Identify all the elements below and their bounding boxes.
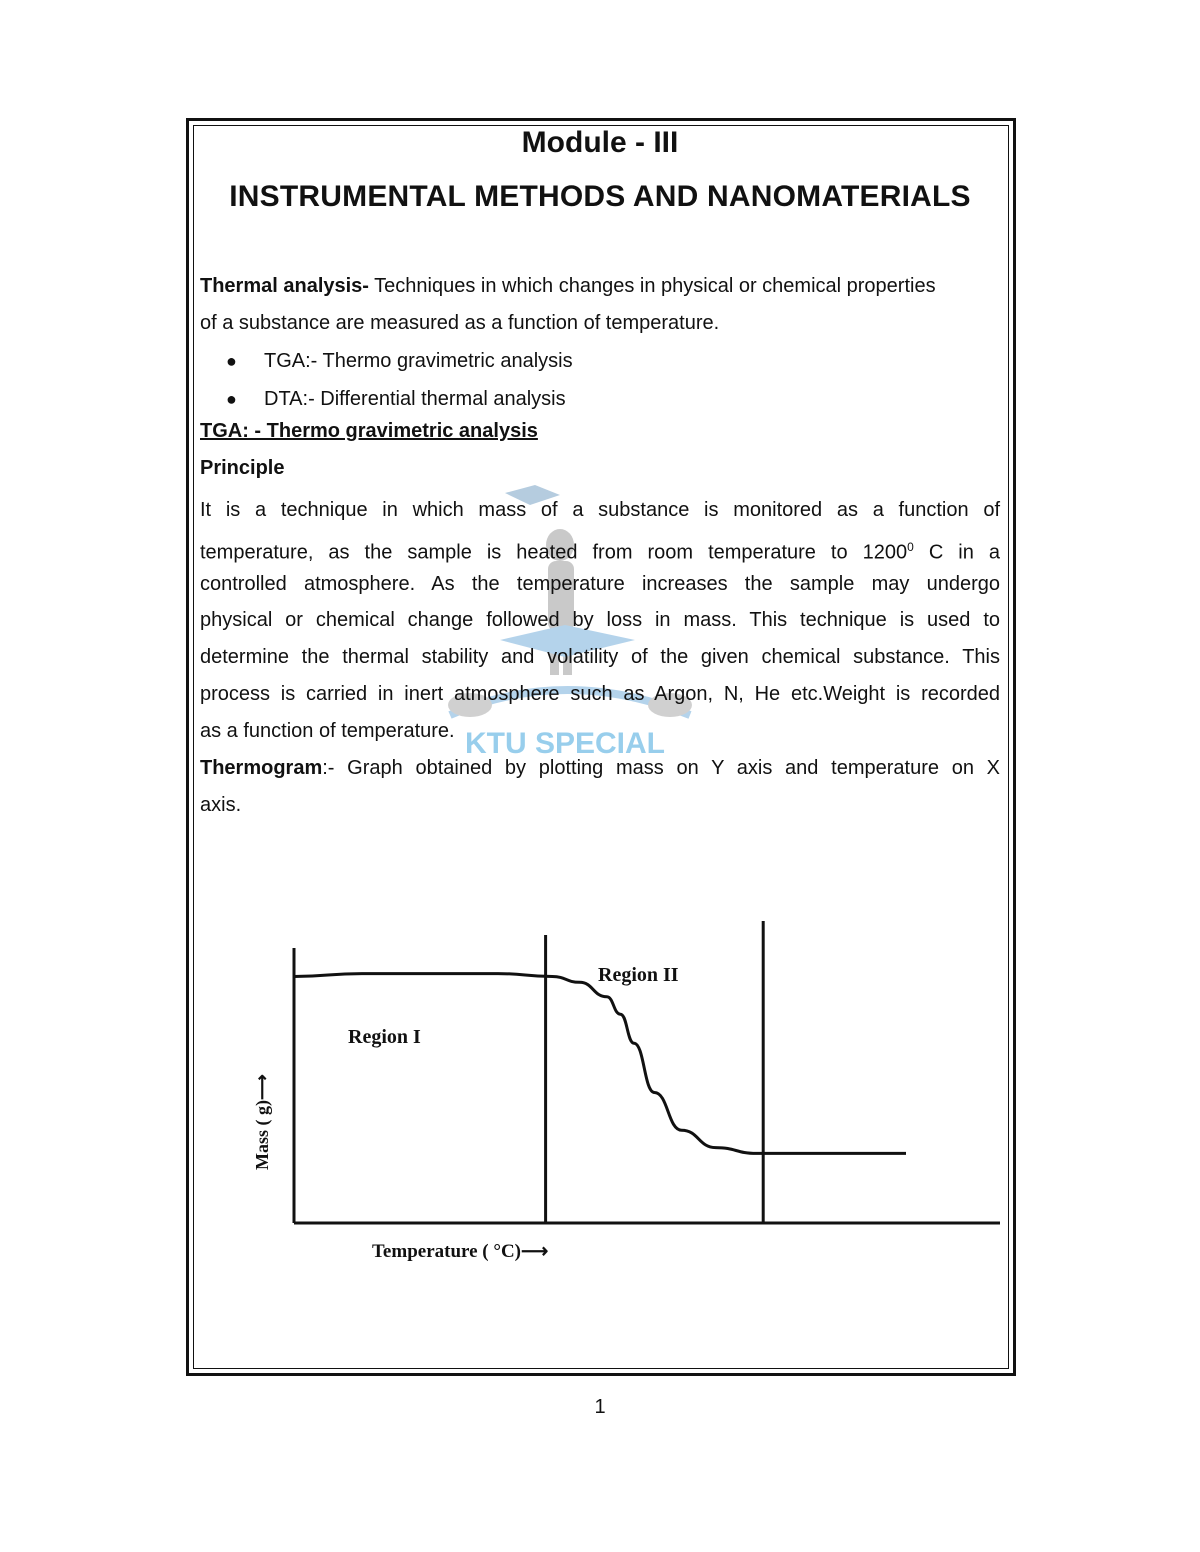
region-label-1: Region I bbox=[348, 1026, 421, 1048]
thermogram-paragraph bbox=[200, 750, 1000, 824]
bullet-icon: ● bbox=[226, 389, 237, 409]
mass-curve bbox=[294, 974, 906, 1154]
module-title: Module - III bbox=[521, 126, 679, 159]
principle-line: It is a technique in which mass of a substance is monitored as a function of bbox=[200, 499, 1000, 521]
principle-line: physical or chemical change followed by loss in mass. This technique is used to bbox=[200, 609, 1000, 632]
principle-paragraph bbox=[200, 492, 1000, 750]
thermal-analysis-line1: Techniques in which changes in physical or chemical properties bbox=[368, 275, 936, 297]
thermogram-line1: Thermogram:- Graph obtained by plotting mass on Y axis and temperature on X bbox=[200, 757, 1000, 779]
watermark-text: KTU SPECIAL bbox=[464, 727, 666, 760]
y-axis-label: Mass ( g)⟶ bbox=[252, 1074, 272, 1170]
thermal-analysis-line2: of a substance are measured as a function of temperature. bbox=[200, 312, 720, 334]
thermal-analysis-term: Thermal analysis- bbox=[200, 275, 369, 297]
tga-heading: TGA: - Thermo gravimetric analysis bbox=[200, 420, 538, 442]
list-item bbox=[226, 380, 573, 418]
page-number: 1 bbox=[594, 1396, 606, 1418]
thermal-analysis-paragraph bbox=[200, 268, 1000, 342]
thermogram-term: Thermogram bbox=[200, 757, 323, 779]
bullet-text: DTA:- Differential thermal analysis bbox=[264, 388, 566, 410]
principle-line-2: temperature, as the sample is heated from room temperature to 1200$^0$ C in a bbox=[200, 539, 1000, 564]
bullet-icon: ● bbox=[226, 351, 237, 371]
thermogram-line2: axis. bbox=[200, 793, 242, 816]
principle-line: as a function of temperature. bbox=[200, 719, 455, 742]
principle-line: determine the thermal stability and volatility of the given chemical substance. This bbox=[200, 646, 1000, 669]
bullet-list bbox=[226, 342, 573, 418]
x-axis-label: Temperature ( °C)⟶ bbox=[372, 1241, 549, 1262]
list-item bbox=[226, 342, 573, 380]
region-label-2: Region II bbox=[598, 964, 679, 986]
degree-superscript: 0 bbox=[907, 539, 914, 554]
thermogram-chart bbox=[200, 905, 1000, 1285]
page-title: INSTRUMENTAL METHODS AND NANOMATERIALS bbox=[229, 180, 971, 213]
principle-line: process is carried in inert atmosphere such as Argon, N, He etc.Weight is recorded bbox=[200, 682, 1000, 705]
bullet-text: TGA:- Thermo gravimetric analysis bbox=[264, 350, 573, 372]
principle-heading: Principle bbox=[200, 457, 285, 479]
principle-line: controlled atmosphere. As the temperature increases the sample may undergo bbox=[200, 572, 1000, 595]
